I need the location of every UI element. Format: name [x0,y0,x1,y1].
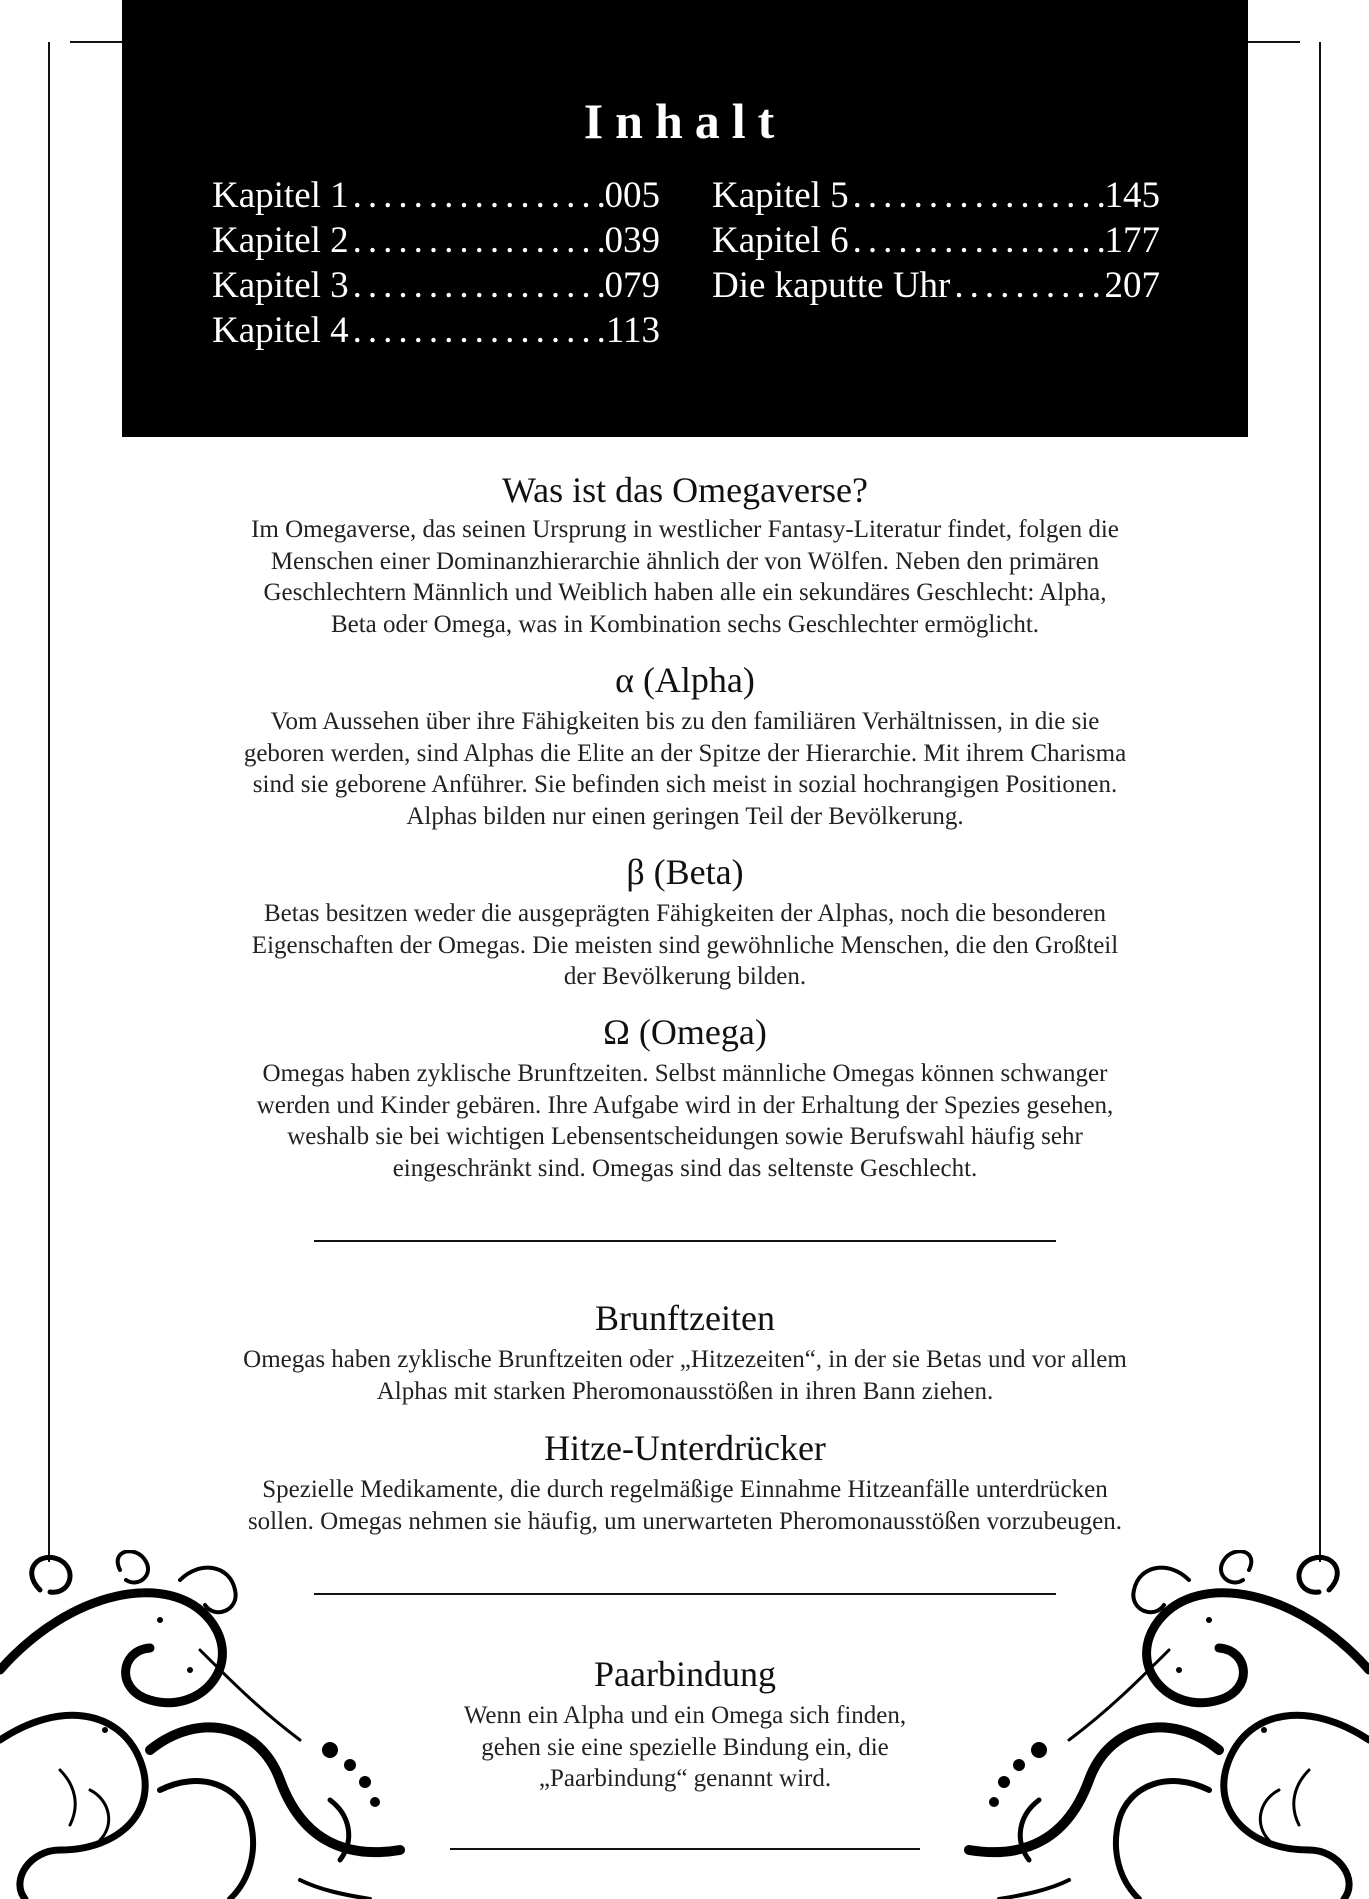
section-text [150,706,1220,832]
text-line: Geschlechtern Männlich und Weiblich haben alle ein sekundäres Geschlecht: Alpha, [263,579,1107,606]
toc-entry-label: Kapitel 6 [712,220,849,261]
text-line: „Paarbindung“ genannt wird. [538,1765,832,1792]
text-line: Omegas haben zyklische Brunftzeiten. Selbst männliche Omegas können schwanger [262,1060,1108,1087]
section-title: Hitze-Unterdrücker [544,1428,826,1468]
toc-entry [212,308,660,353]
text-line: sollen. Omegas nehmen sie häufig, um unerwarteten Pheromonausstößen vorzubeugen. [247,1507,1123,1535]
text-line: geboren werden, sind Alphas die Elite an der Spitze der Hierarchie. Mit ihrem Charisma [243,739,1127,767]
toc-entry-label: Kapitel 2 [212,220,349,261]
frame-left-line [48,42,50,1562]
text-line: Vom Aussehen über ihre Fähigkeiten bis zu den familiären Verhältnissen, in die sie [270,708,1100,735]
toc-entry [212,263,660,308]
text-line: der Bevölkerung bilden. [563,963,807,990]
toc-entry-page: 177 [1104,220,1160,261]
text-line: Alphas bilden nur einen geringen Teil der Bevölkerung. [406,802,964,830]
section-title: Paarbindung [594,1654,776,1694]
frame-right-line [1319,42,1321,1562]
text-line: Omegas haben zyklische Brunftzeiten oder „Hitzezeiten“, in der sie Betas und vor allem [243,1346,1127,1373]
text-line: Alphas mit starken Pheromonausstößen in ihren Bann ziehen. [376,1377,994,1405]
toc-leader-dots [349,218,605,263]
toc-entry-page: 039 [604,220,660,261]
toc-entry [712,173,1160,218]
toc-entry [712,218,1160,263]
toc-entry-page: 145 [1104,175,1160,216]
section-omega [150,1010,1220,1184]
toc-entry-label: Kapitel 1 [212,175,349,216]
toc-panel [122,0,1248,437]
text-line: sind sie geborene Anführer. Sie befinden sich meist in sozial hochrangigen Positionen. [252,771,1118,798]
section-text [150,898,1220,993]
section-title: β (Beta) [626,852,744,892]
toc-column-right [712,173,1160,308]
flourish-ornament-right [949,1550,1369,1899]
section-text [150,514,1220,640]
flourish-ornament-left [0,1550,420,1899]
toc-leader-dots [349,263,605,308]
text-line: Wenn ein Alpha und ein Omega sich finden, [463,1702,907,1729]
toc-entry [212,218,660,263]
text-line: werden und Kinder gebären. Ihre Aufgabe wird in der Erhaltung der Spezies gesehen, [256,1091,1114,1119]
section-text [150,1058,1220,1184]
section-text [150,1474,1220,1537]
text-line: Im Omegaverse, das seinen Ursprung in westlicher Fantasy-Literatur findet, folgen die [251,516,1119,543]
text-line: weshalb sie bei wichtigen Lebensentscheidungen sowie Berufswahl häufig sehr [287,1123,1083,1150]
section-title: Was ist das Omegaverse? [502,470,868,510]
toc-leader-dots [950,263,1104,308]
section-divider [314,1593,1056,1595]
toc-title: Inhalt [583,93,787,149]
text-line: Eigenschaften der Omegas. Die meisten sind gewöhnliche Menschen, die den Großteil [251,931,1119,959]
toc-entry-label: Kapitel 4 [212,310,349,351]
toc-entry-page: 005 [604,175,660,216]
toc-entry-label: Kapitel 5 [712,175,849,216]
toc-entry-label: Kapitel 3 [212,265,349,306]
toc-entry-label: Die kaputte Uhr [712,265,951,306]
toc-leader-dots [349,308,606,353]
text-line: Beta oder Omega, was in Kombination sechs Geschlechter ermöglicht. [330,610,1040,638]
toc-entry-page: 207 [1104,265,1160,306]
toc-column-left [212,173,660,353]
section-brunftzeiten [150,1296,1220,1407]
section-divider [314,1240,1056,1242]
section-title: Ω (Omega) [603,1012,767,1052]
section-omegaverse [150,468,1220,640]
section-hitze-unterdruecker [150,1426,1220,1537]
text-line: gehen sie eine spezielle Bindung ein, die [481,1733,889,1761]
text-line: eingeschränkt sind. Omegas sind das seltenste Geschlecht. [392,1154,978,1182]
section-beta [150,850,1220,993]
text-line: Betas besitzen weder die ausgeprägten Fähigkeiten der Alphas, noch die besonderen [263,900,1107,927]
toc-entry-page: 113 [605,310,660,351]
text-line: Spezielle Medikamente, die durch regelmäßige Einnahme Hitzeanfälle unterdrücken [262,1476,1108,1503]
toc-entry [712,263,1160,308]
frame-top-left-line [70,41,124,43]
text-line: Menschen einer Dominanzhierarchie ähnlich der von Wölfen. Neben den primären [270,547,1100,575]
frame-top-right-line [1246,41,1300,43]
toc-entry [212,173,660,218]
toc-leader-dots [349,173,605,218]
section-title: Brunftzeiten [595,1298,775,1338]
toc-leader-dots [849,218,1105,263]
section-title: α (Alpha) [615,660,755,700]
toc-leader-dots [849,173,1105,218]
section-alpha [150,658,1220,832]
section-divider [450,1848,920,1850]
section-text [150,1344,1220,1407]
toc-entry-page: 079 [604,265,660,306]
